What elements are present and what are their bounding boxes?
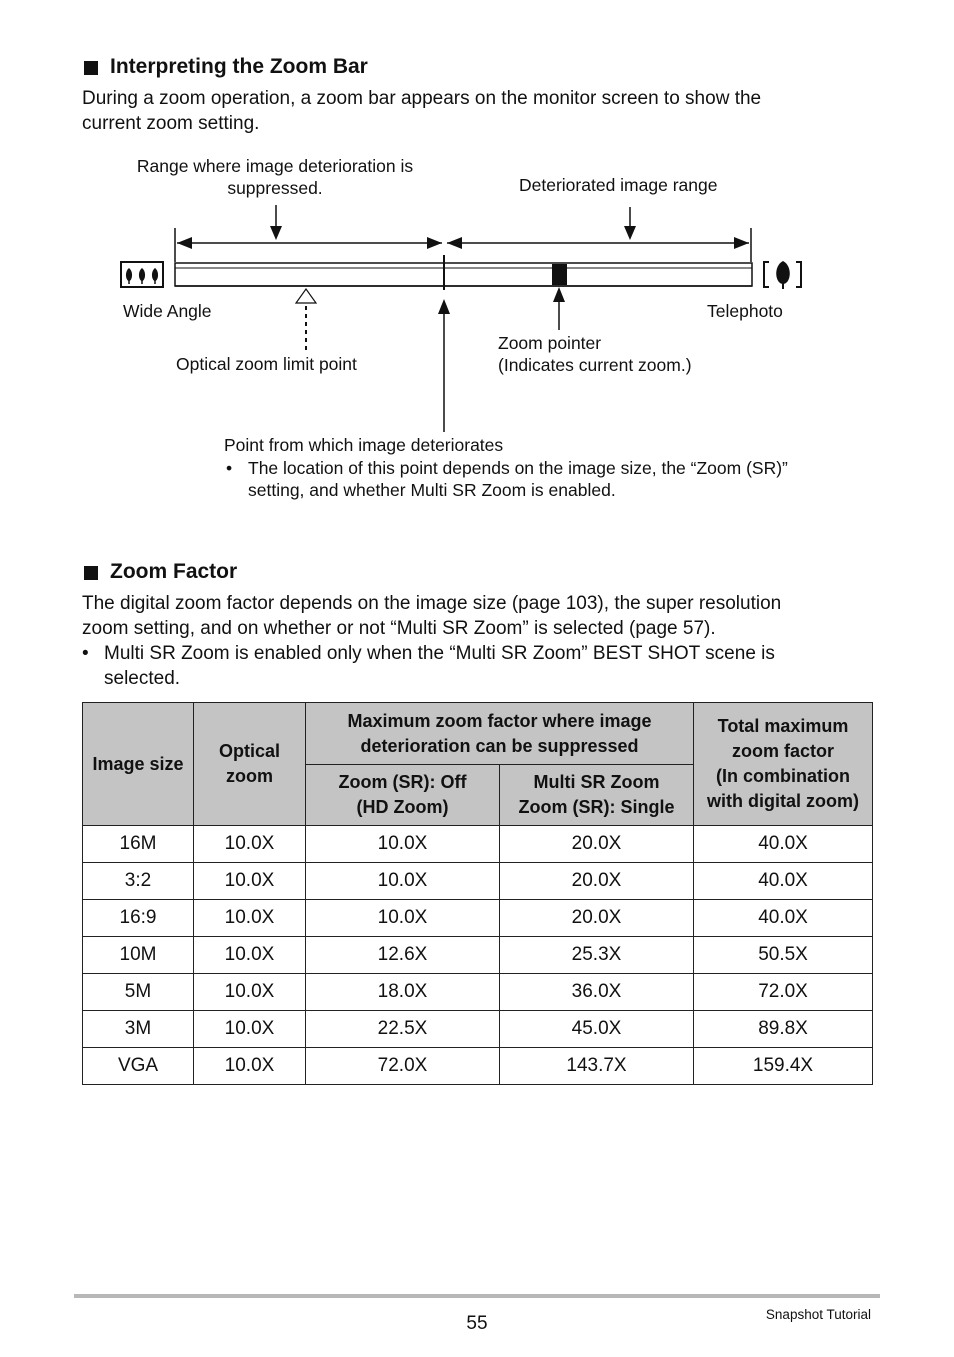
intro-line: current zoom setting. <box>82 113 260 134</box>
cell-image-size: 5M <box>83 974 194 1011</box>
header-optical-zoom <box>194 703 306 826</box>
cell-optical: 10.0X <box>194 863 306 900</box>
cell-multi-sr: 20.0X <box>500 863 694 900</box>
heading-text: Zoom Factor <box>110 560 238 583</box>
heading-text: Interpreting the Zoom Bar <box>110 55 368 78</box>
cell-optical: 10.0X <box>194 1011 306 1048</box>
bullet: • <box>82 643 89 664</box>
header-image-size: Image size <box>83 703 194 826</box>
header-line: deterioration can be suppressed <box>360 735 639 756</box>
cell-image-size: 3:2 <box>83 863 194 900</box>
cell-optical: 10.0X <box>194 974 306 1011</box>
suppressed-range-arrow <box>177 237 442 249</box>
zoom-pointer <box>552 264 567 285</box>
bullet-line: selected. <box>104 668 181 689</box>
zoom-pointer-arrow <box>553 287 565 330</box>
zoom-pointer-line: Zoom pointer <box>498 333 602 353</box>
zoom-factor-bullet <box>82 641 872 691</box>
cell-multi-sr: 143.7X <box>500 1048 694 1085</box>
cell-total: 40.0X <box>694 900 873 937</box>
suppressed-label-arrow <box>270 205 282 240</box>
cell-sr-off: 10.0X <box>306 826 500 863</box>
cell-total: 50.5X <box>694 937 873 974</box>
cell-image-size: 10M <box>83 937 194 974</box>
header-line: zoom <box>226 766 273 786</box>
optical-limit-marker <box>296 289 316 350</box>
cell-total: 89.8X <box>694 1011 873 1048</box>
header-multi-sr <box>500 765 694 826</box>
cell-multi-sr: 36.0X <box>500 974 694 1011</box>
section-heading-zoom-factor <box>84 560 237 584</box>
page-number: 55 <box>466 1313 488 1334</box>
deteriorated-label-arrow <box>624 207 636 240</box>
wide-angle-label: Wide Angle <box>123 301 212 321</box>
cell-total: 40.0X <box>694 863 873 900</box>
note-line: setting, and whether Multi SR Zoom is enabled. <box>248 480 616 500</box>
header-total-max <box>694 703 873 826</box>
heading-square-icon <box>84 566 98 580</box>
header-max-zoom <box>306 703 694 765</box>
telephoto-tree-icon <box>764 261 801 289</box>
zoom-bar <box>175 263 752 286</box>
header-line: Zoom (SR): Single <box>518 797 675 817</box>
bullet-line: Multi SR Zoom is enabled only when the “Multi SR Zoom” BEST SHOT scene is <box>104 643 775 664</box>
cell-sr-off: 10.0X <box>306 863 500 900</box>
header-sr-off <box>306 765 500 826</box>
header-line: (HD Zoom) <box>356 797 449 817</box>
table-row <box>83 826 873 863</box>
cell-sr-off: 22.5X <box>306 1011 500 1048</box>
table-row <box>83 900 873 937</box>
wide-trees-icon <box>121 262 163 287</box>
table-row <box>83 974 873 1011</box>
footer-rule <box>74 1294 880 1298</box>
cell-multi-sr: 20.0X <box>500 826 694 863</box>
deteriorated-range-arrow <box>447 237 749 249</box>
table-row <box>83 937 873 974</box>
cell-image-size: 16M <box>83 826 194 863</box>
intro-line: During a zoom operation, a zoom bar appears on the monitor screen to show the <box>82 88 762 109</box>
cell-image-size: 3M <box>83 1011 194 1048</box>
header-line: zoom factor <box>732 741 835 761</box>
zoom-factor-paragraph <box>82 591 781 641</box>
cell-optical: 10.0X <box>194 826 306 863</box>
header-line: Total maximum <box>717 716 849 736</box>
cell-multi-sr: 25.3X <box>500 937 694 974</box>
deterioration-note <box>226 457 886 501</box>
cell-multi-sr: 20.0X <box>500 900 694 937</box>
zoom-pointer-line: (Indicates current zoom.) <box>498 355 692 375</box>
cell-sr-off: 12.6X <box>306 937 500 974</box>
cell-multi-sr: 45.0X <box>500 1011 694 1048</box>
table-row <box>83 863 873 900</box>
optical-limit-label: Optical zoom limit point <box>176 354 357 374</box>
cell-optical: 10.0X <box>194 937 306 974</box>
header-line: Zoom (SR): Off <box>338 772 467 792</box>
cell-total: 72.0X <box>694 974 873 1011</box>
deterioration-point-label: Point from which image deteriorates <box>224 435 504 455</box>
table-row <box>83 1048 873 1085</box>
range-suppressed-label <box>120 155 430 199</box>
cell-optical: 10.0X <box>194 900 306 937</box>
deteriorated-range-label: Deteriorated image range <box>519 175 718 195</box>
deterioration-point-arrow <box>438 299 450 432</box>
range-suppressed-line: suppressed. <box>227 178 323 198</box>
telephoto-label: Telephoto <box>707 301 783 321</box>
cell-image-size: VGA <box>83 1048 194 1085</box>
zoom-factor-table <box>82 702 873 1085</box>
table-row <box>83 1011 873 1048</box>
paragraph-line: zoom setting, and on whether or not “Multi SR Zoom” is selected (page 57). <box>82 618 716 639</box>
paragraph-line: The digital zoom factor depends on the image size (page 103), the super resolution <box>82 593 782 614</box>
cell-image-size: 16:9 <box>83 900 194 937</box>
header-line: Multi SR Zoom <box>533 772 660 792</box>
header-line: Optical <box>218 741 280 761</box>
cell-sr-off: 72.0X <box>306 1048 500 1085</box>
header-line: (In combination <box>716 766 851 786</box>
range-suppressed-line: Range where image deterioration is <box>136 156 414 176</box>
header-line: Maximum zoom factor where image <box>347 710 652 731</box>
cell-optical: 10.0X <box>194 1048 306 1085</box>
header-line: with digital zoom) <box>707 791 859 811</box>
bullet: • <box>226 458 233 478</box>
cell-total: 40.0X <box>694 826 873 863</box>
zoom-pointer-label <box>498 332 692 376</box>
note-line: The location of this point depends on the image size, the “Zoom (SR)” <box>248 458 788 478</box>
cell-sr-off: 18.0X <box>306 974 500 1011</box>
cell-sr-off: 10.0X <box>306 900 500 937</box>
footer-section-name: Snapshot Tutorial <box>765 1307 871 1322</box>
cell-total: 159.4X <box>694 1048 873 1085</box>
